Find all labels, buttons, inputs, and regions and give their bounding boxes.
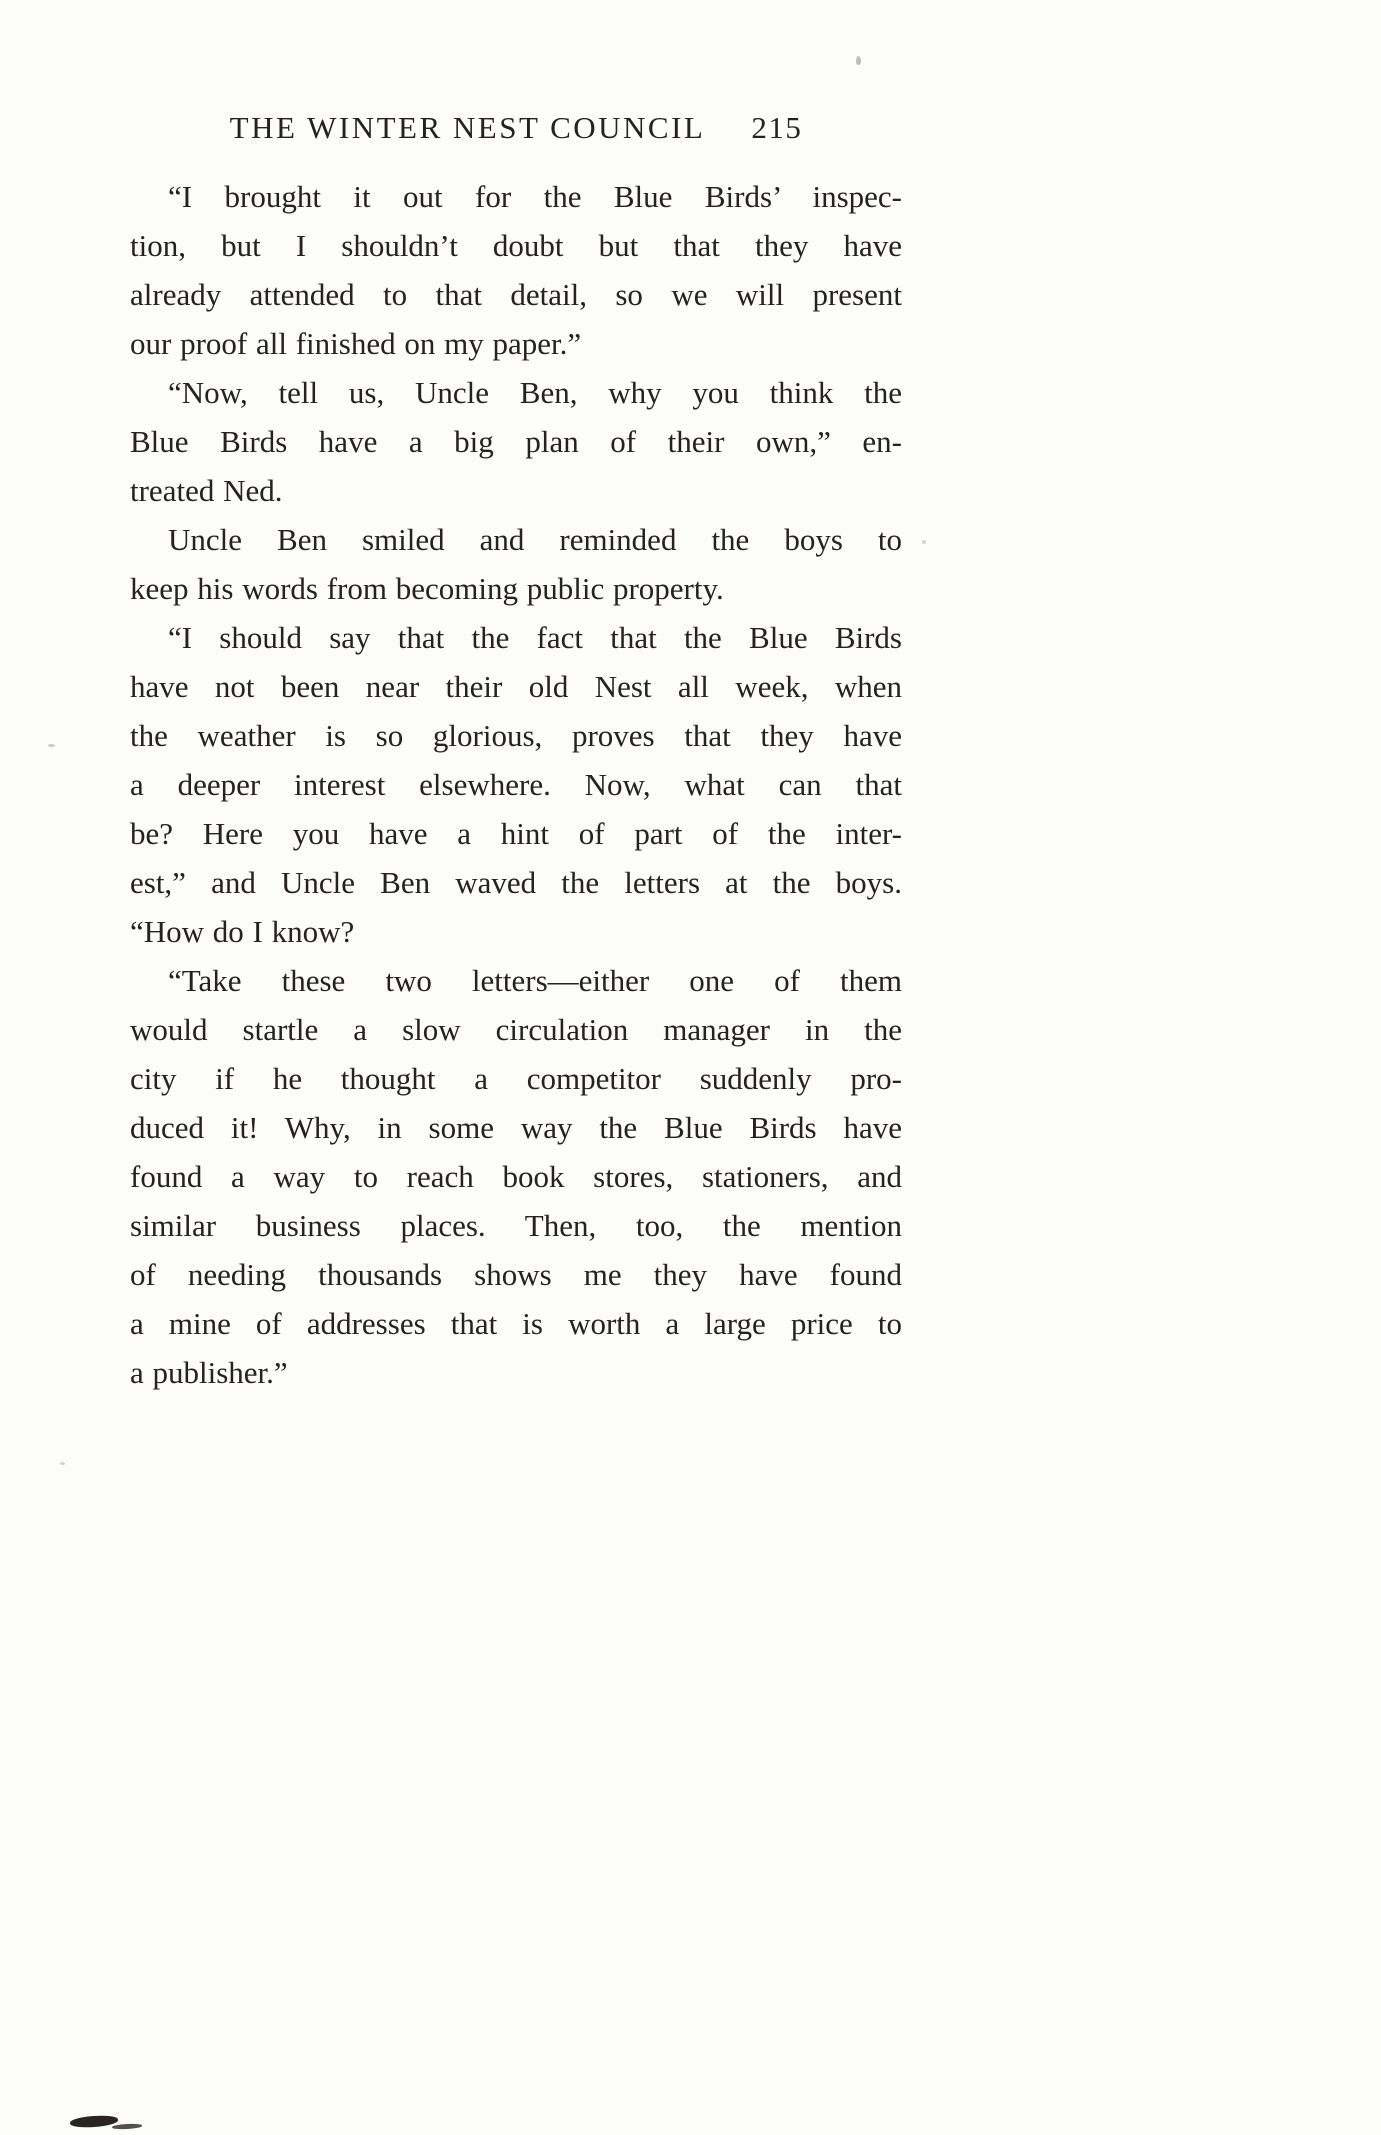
text-line: “How do I know? bbox=[130, 914, 355, 949]
scan-artifact bbox=[112, 2123, 142, 2130]
text-line: the weather is so glorious, proves that they have bbox=[130, 718, 902, 753]
scan-artifact bbox=[70, 2114, 119, 2128]
text-line: est,” and Uncle Ben waved the letters at the boys. bbox=[130, 865, 902, 900]
running-header bbox=[130, 103, 902, 152]
scan-artifact bbox=[856, 56, 861, 65]
text-line: a deeper interest elsewhere. Now, what can that bbox=[130, 767, 902, 802]
text-line: “I brought it out for the Blue Birds’ inspec- bbox=[168, 179, 902, 214]
text-line: our proof all finished on my paper.” bbox=[130, 326, 582, 361]
paragraph bbox=[130, 613, 902, 956]
paragraph bbox=[130, 368, 902, 515]
text-line: be? Here you have a hint of part of the inter- bbox=[130, 816, 902, 851]
page-number: 215 bbox=[751, 110, 803, 145]
text-line: found a way to reach book stores, stationers, and bbox=[130, 1159, 902, 1194]
text-line: Blue Birds have a big plan of their own,” en- bbox=[130, 424, 902, 459]
text-line: “I should say that the fact that the Blue Birds bbox=[168, 620, 902, 655]
text-line: similar business places. Then, too, the mention bbox=[130, 1208, 902, 1243]
paragraph bbox=[130, 956, 902, 1397]
text-line: already attended to that detail, so we will present bbox=[130, 277, 902, 312]
scan-artifact bbox=[922, 540, 926, 544]
text-line: “Take these two letters—either one of them bbox=[168, 963, 902, 998]
text-line: duced it! Why, in some way the Blue Birds have bbox=[130, 1110, 902, 1145]
scan-artifact bbox=[60, 1462, 65, 1465]
text-line: treated Ned. bbox=[130, 473, 283, 508]
text-line: keep his words from becoming public property. bbox=[130, 571, 724, 606]
chapter-title: THE WINTER NEST COUNCIL bbox=[229, 110, 706, 145]
text-line: have not been near their old Nest all week, when bbox=[130, 669, 902, 704]
paragraph bbox=[130, 515, 902, 613]
paragraph bbox=[130, 172, 902, 368]
text-line: a publisher.” bbox=[130, 1355, 288, 1390]
text-line: tion, but I shouldn’t doubt but that they have bbox=[130, 228, 902, 263]
text-line: of needing thousands shows me they have found bbox=[130, 1257, 902, 1292]
text-line: a mine of addresses that is worth a large price to bbox=[130, 1306, 902, 1341]
scan-artifact bbox=[48, 744, 55, 747]
text-line: would startle a slow circulation manager in the bbox=[130, 1012, 902, 1047]
text-block bbox=[130, 103, 902, 1397]
text-line: “Now, tell us, Uncle Ben, why you think the bbox=[168, 375, 902, 410]
paragraphs-container bbox=[130, 172, 902, 1397]
text-line: Uncle Ben smiled and reminded the boys to bbox=[168, 522, 902, 557]
text-line: city if he thought a competitor suddenly pro- bbox=[130, 1061, 902, 1096]
